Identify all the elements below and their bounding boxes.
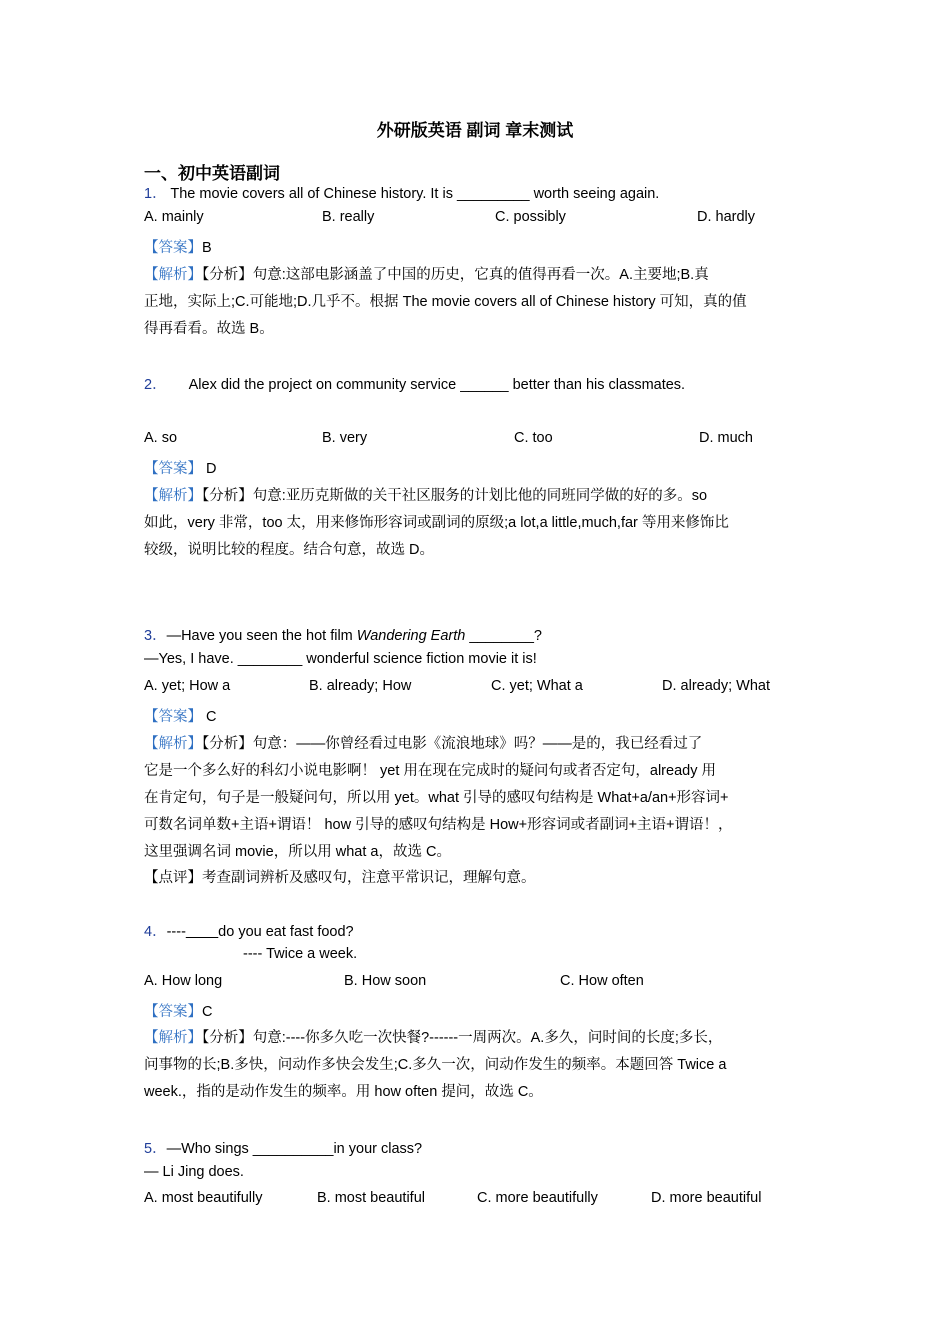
option-c: C. How often	[560, 973, 644, 989]
answer-line	[144, 1000, 212, 1021]
option-b: B. already; How	[309, 678, 412, 694]
film-title: Wandering Earth	[356, 628, 466, 644]
explain-line	[144, 1026, 722, 1047]
explain-text: 【分析】句意:这部电影涵盖了中国的历史，它真的值得再看一次。A.主要地;B.真	[202, 267, 709, 283]
option-d: D. hardly	[697, 209, 756, 225]
option-b: B. really	[322, 209, 375, 225]
option-c: C. yet; What a	[491, 678, 583, 694]
explain-tag: 【解析】	[144, 488, 202, 504]
question-5	[144, 1137, 422, 1158]
question-blank: ____	[185, 924, 219, 940]
dialogue-line: — Li Jing does.	[144, 1164, 244, 1180]
question-number: 5．	[144, 1141, 167, 1157]
question-number: 2．	[144, 377, 167, 393]
answer-line	[144, 236, 212, 257]
option-d: D. much	[699, 430, 753, 446]
dialogue-line: ---- Twice a week.	[243, 946, 358, 962]
answer-tag: 【答案】	[144, 240, 202, 256]
question-stem-end: ________?	[465, 628, 542, 644]
explain-tag: 【解析】	[144, 736, 202, 752]
explain-text: 【分析】句意：——你曾经看过电影《流浪地球》吗？——是的，我已经看过了	[202, 736, 703, 752]
question-2	[144, 373, 685, 394]
option-c: C. more beautifully	[477, 1190, 598, 1206]
answer-value: D	[202, 461, 217, 477]
explain-tag: 【解析】	[144, 267, 202, 283]
question-3	[144, 624, 542, 645]
answer-tag: 【答案】	[144, 1004, 202, 1020]
explain-line	[144, 732, 702, 753]
option-a: A. so	[144, 430, 178, 446]
answer-tag: 【答案】	[144, 461, 202, 477]
option-a: A. mainly	[144, 209, 204, 225]
comment-tag: 【点评】	[144, 870, 202, 886]
explain-line: 正地，实际上;C.可能地;D.几乎不。根据 The movie covers all of Chinese history 可知，真的值	[144, 294, 747, 310]
page-title: 外研版英语 副词 章末测试	[376, 121, 574, 140]
explain-line: 问事物的长;B.多快，问动作多快会发生;C.多久一次，问动作发生的频率。本题回答 Twice a	[144, 1057, 727, 1073]
explain-line: 可数名词单数+主语+谓语！ how 引导的感叹句结构是 How+形容词或者副词+主语+谓语！，	[144, 817, 733, 833]
answer-value: C	[202, 1004, 213, 1020]
comment-text: 考查副词辨析及感叹句，注意平常识记，理解句意。	[202, 870, 536, 886]
question-number: 4．	[144, 924, 167, 940]
dialogue-line: —Yes, I have. ________ wonderful science fiction movie it is!	[144, 651, 537, 667]
answer-value: C	[202, 709, 217, 725]
comment-line	[144, 866, 536, 887]
explain-line: 它是一个多么好的科幻小说电影啊！ yet 用在现在完成时的疑问句或者否定句，already 用	[144, 763, 716, 779]
answer-value: B	[202, 240, 212, 256]
answer-line	[144, 457, 217, 478]
option-d: D. more beautiful	[651, 1190, 762, 1206]
explain-line	[144, 484, 707, 505]
question-stem: —Have you seen the hot film	[166, 628, 357, 644]
explain-line: 得再看看。故选 B。	[144, 321, 274, 337]
option-a: A. most beautifully	[144, 1190, 263, 1206]
option-a: A. yet; How a	[144, 678, 231, 694]
option-a: A. How long	[144, 973, 223, 989]
question-stem: ----	[166, 924, 186, 940]
option-b: B. very	[322, 430, 368, 446]
explain-tag: 【解析】	[144, 1030, 202, 1046]
question-number: 3．	[144, 628, 167, 644]
answer-line	[144, 705, 217, 726]
option-c: C. possibly	[495, 209, 566, 225]
explain-line: 在肯定句，句子是一般疑问句，所以用 yet。what 引导的感叹句结构是 What+a/an+形容词+	[144, 790, 729, 806]
explain-line	[144, 263, 709, 284]
explain-text: 【分析】句意:亚历克斯做的关干社区服务的计划比他的同班同学做的好的多。so	[202, 488, 708, 504]
question-stem: The movie covers all of Chinese history. It is _________ worth seeing again.	[170, 186, 660, 202]
explain-line: week.，指的是动作发生的频率。用 how often 提问，故选 C。	[144, 1084, 543, 1100]
option-c: C. too	[514, 430, 553, 446]
explain-line: 这里强调名词 movie，所以用 what a，故选 C。	[144, 844, 451, 860]
option-b: B. most beautiful	[317, 1190, 425, 1206]
question-stem: —Who sings __________in your class?	[166, 1141, 423, 1157]
explain-line: 如此，very 非常，too 太，用来修饰形容词或副词的原级;a lot,a little,much,far 等用来修饰比	[144, 515, 729, 531]
answer-tag: 【答案】	[144, 709, 202, 725]
question-stem-end: do you eat fast food?	[218, 924, 354, 940]
option-b: B. How soon	[344, 973, 427, 989]
option-d: D. already; What	[662, 678, 770, 694]
explain-line: 较级，说明比较的程度。结合句意，故选 D。	[144, 542, 434, 558]
question-1	[144, 182, 659, 203]
question-4	[144, 920, 354, 941]
explain-text: 【分析】句意:----你多久吃一次快餐?------一周两次。A.多久，问时间的长度;多长，	[202, 1030, 723, 1046]
section-heading: 一、初中英语副词	[144, 164, 280, 183]
question-stem: Alex did the project on community service ______ better than his classmates.	[188, 377, 686, 393]
question-number: 1．	[144, 186, 167, 202]
